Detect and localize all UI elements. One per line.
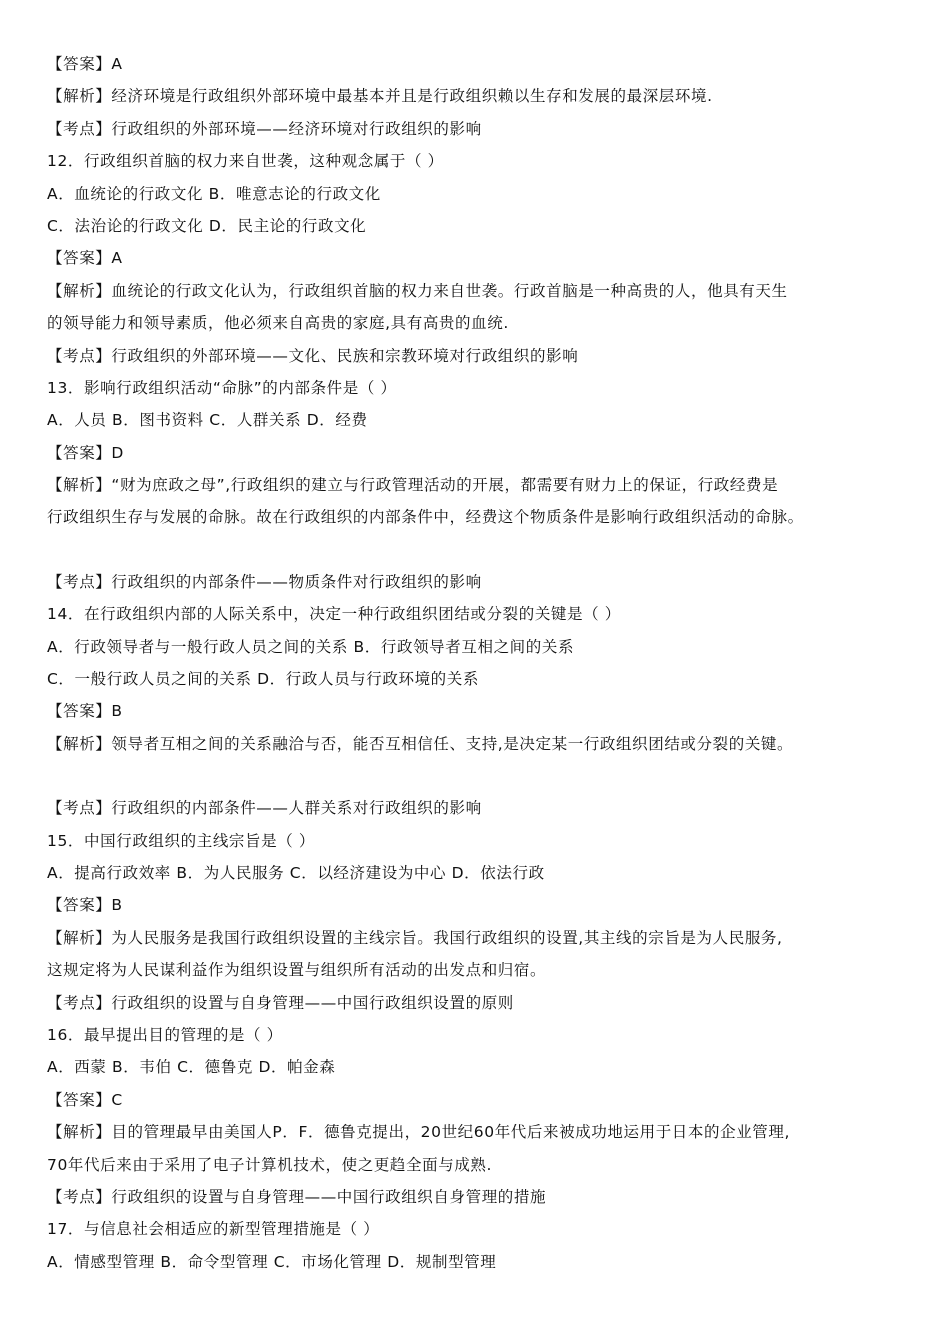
question-13: 13．影响行政组织活动“命脉”的内部条件是（ ） — [47, 378, 397, 397]
question-12-analysis-1: 【解析】血统论的行政文化认为，行政组织首脑的权力来自世袭。行政首脑是一种高贵的人，他具有天生 — [47, 281, 788, 300]
question-17: 17．与信息社会相适应的新型管理措施是（ ） — [47, 1220, 380, 1239]
question-17-options: A．情感型管理 B．命令型管理 C．市场化管理 D．规制型管理 — [47, 1252, 497, 1271]
question-12-answer: 【答案】A — [47, 249, 123, 268]
question-13-answer: 【答案】D — [47, 443, 124, 462]
question-13-analysis-2: 行政组织生存与发展的命脉。故在行政组织的内部条件中，经费这个物质条件是影响行政组织活动的命脉。 — [47, 508, 804, 527]
question-14-knowledge-point: 【考点】行政组织的内部条件——人群关系对行政组织的影响 — [47, 799, 482, 818]
question-13-options: A．人员 B．图书资料 C．人群关系 D．经费 — [47, 411, 368, 430]
question-12-options-1: A．血统论的行政文化 B．唯意志论的行政文化 — [47, 184, 381, 203]
question-12-knowledge-point: 【考点】行政组织的外部环境——文化、民族和宗教环境对行政组织的影响 — [47, 346, 579, 365]
question-14-analysis: 【解析】领导者互相之间的关系融洽与否，能否互相信任、支持,是决定某一行政组织团结或分裂的关键。 — [47, 734, 794, 753]
blank-gap — [47, 760, 907, 792]
analysis-line: 【解析】经济环境是行政组织外部环境中最基本并且是行政组织赖以生存和发展的最深层环境. — [47, 87, 713, 106]
question-16-options: A．西蒙 B．韦伯 C．德鲁克 D．帕金森 — [47, 1058, 336, 1077]
question-12: 12．行政组织首脑的权力来自世袭，这种观念属于（ ） — [47, 152, 444, 171]
knowledge-point-line: 【考点】行政组织的外部环境——经济环境对行政组织的影响 — [47, 119, 482, 138]
question-14-options-2: C．一般行政人员之间的关系 D．行政人员与行政环境的关系 — [47, 670, 479, 689]
question-16-analysis-2: 70年代后来由于采用了电子计算机技术，使之更趋全面与成熟. — [47, 1155, 493, 1174]
question-16-knowledge-point: 【考点】行政组织的设置与自身管理——中国行政组织自身管理的措施 — [47, 1187, 547, 1206]
question-12-options-2: C．法治论的行政文化 D．民主论的行政文化 — [47, 216, 367, 235]
question-13-knowledge-point: 【考点】行政组织的内部条件——物质条件对行政组织的影响 — [47, 572, 482, 591]
question-16-answer: 【答案】C — [47, 1090, 123, 1109]
question-12-analysis-2: 的领导能力和领导素质，他必须来自高贵的家庭,具有高贵的血统. — [47, 314, 509, 333]
question-15-analysis-2: 这规定将为人民谋利益作为组织设置与组织所有活动的出发点和归宿。 — [47, 961, 547, 980]
answer-line: 【答案】A — [47, 55, 123, 73]
document-page — [47, 48, 907, 1278]
question-14: 14．在行政组织内部的人际关系中，决定一种行政组织团结或分裂的关键是（ ） — [47, 605, 621, 624]
question-15-answer: 【答案】B — [47, 896, 123, 915]
question-15-options: A．提高行政效率 B．为人民服务 C．以经济建设为中心 D．依法行政 — [47, 863, 545, 882]
question-14-options-1: A．行政领导者与一般行政人员之间的关系 B．行政领导者互相之间的关系 — [47, 637, 575, 656]
question-14-answer: 【答案】B — [47, 702, 123, 721]
question-16-analysis-1: 【解析】目的管理最早由美国人P．F．德鲁克提出，20世纪60年代后来被成功地运用于日本的企业管理, — [47, 1123, 791, 1142]
question-15: 15．中国行政组织的主线宗旨是（ ） — [47, 831, 315, 850]
question-15-analysis-1: 【解析】为人民服务是我国行政组织设置的主线宗旨。我国行政组织的设置,其主线的宗旨是为人民服务, — [47, 928, 783, 947]
question-13-analysis-1: 【解析】“财为庶政之母”,行政组织的建立与行政管理活动的开展，都需要有财力上的保证，行政经费是 — [47, 476, 779, 495]
question-15-knowledge-point: 【考点】行政组织的设置与自身管理——中国行政组织设置的原则 — [47, 993, 514, 1012]
blank-gap — [47, 534, 907, 566]
question-16: 16．最早提出目的管理的是（ ） — [47, 1025, 283, 1044]
